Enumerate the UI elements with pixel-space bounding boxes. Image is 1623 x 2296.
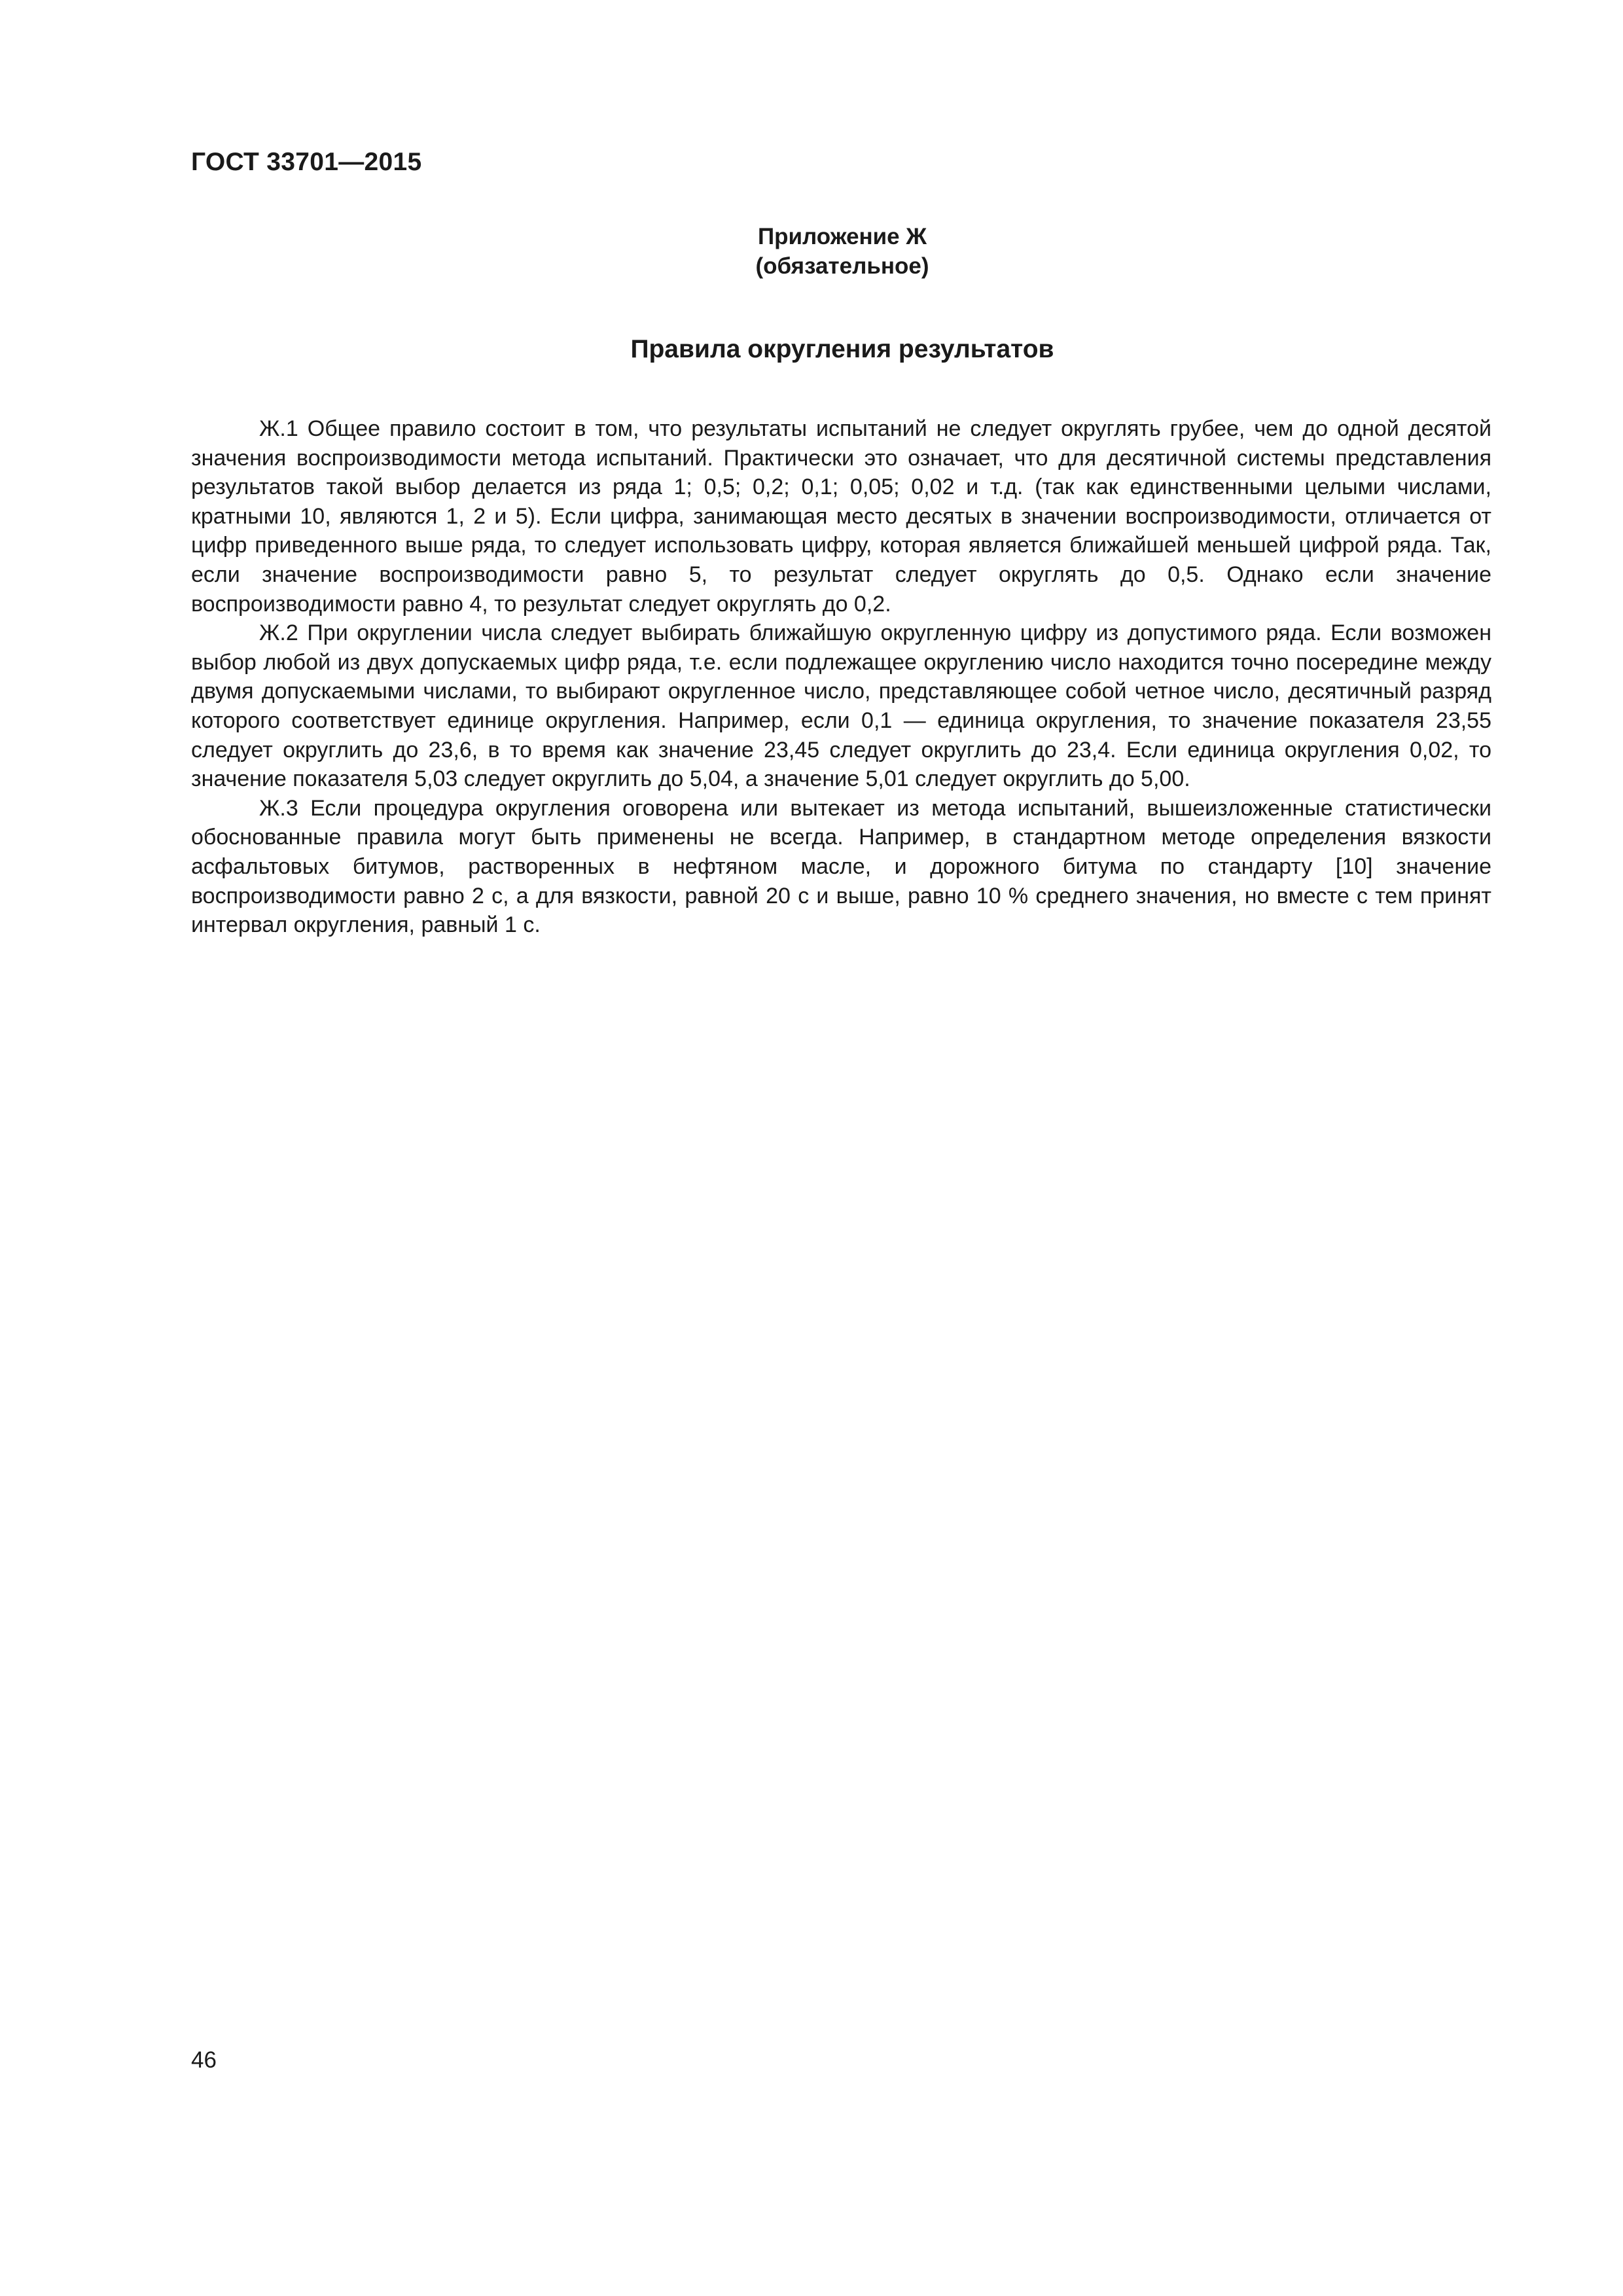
document-code: ГОСТ 33701—2015 — [191, 148, 422, 176]
section-title: Правила округления результатов — [630, 335, 1054, 363]
body-text — [191, 414, 1491, 940]
appendix-title: Приложение Ж — [757, 224, 927, 249]
paragraph-zh3: Ж.3 Если процедура округления оговорена или вытекает из метода испытаний, вышеизложенные статистически обоснованные правила могут быть применены не всегда. Например, в стандартном методе определения вязкости асфальтовых битумов, растворенных в нефтяном масле, и дорожного битума по стандарту [10] значение воспроизводимости равно 2 с, а для вязкости, равной 20 с и выше, равно 10 % среднего значения, но вместе с тем принят интервал округления, равный 1 с. — [191, 795, 1491, 938]
appendix-status: (обязательное) — [755, 253, 929, 279]
paragraph-zh2: Ж.2 При округлении числа следует выбирать ближайшую округленную цифру из допустимого ряда. Если возможен выбор любой из двух допускаемых цифр ряда, т.е. если подлежащее округлению число находится точно посередине между двумя допускаемыми числами, то выбирают округленное число, представляющее собой четное число, десятичный разряд которого соответствует единице округления. Например, если 0,1 — единица округления, то значение показателя 23,55 следует округлить до 23,6, в то время как значение 23,45 следует округлить до 23,4. Если единица округления 0,02, то значение показателя 5,03 следует округлить до 5,04, а значение 5,01 следует округлить до 5,00. — [191, 620, 1491, 792]
page-number: 46 — [191, 2047, 217, 2073]
paragraph-zh1: Ж.1 Общее правило состоит в том, что результаты испытаний не следует округлять грубее, чем до одной десятой значения воспроизводимости метода испытаний. Практически это означает, что для десятичной системы представления результатов такой выбор делается из ряда 1; 0,5; 0,2; 0,1; 0,05; 0,02 и т.д. (так как единственными целыми числами, кратными 10, являются 1, 2 и 5). Если цифра, занимающая место десятых в значении воспроизводимости, отличается от цифр приведенного выше ряда, то следует использовать цифру, которая является ближайшей меньшей цифрой ряда. Так, если значение воспроизводимости равно 5, то результат следует округлять до 0,5. Однако если значение воспроизводимости равно 4, то результат следует округлять до 0,2. — [191, 416, 1491, 617]
